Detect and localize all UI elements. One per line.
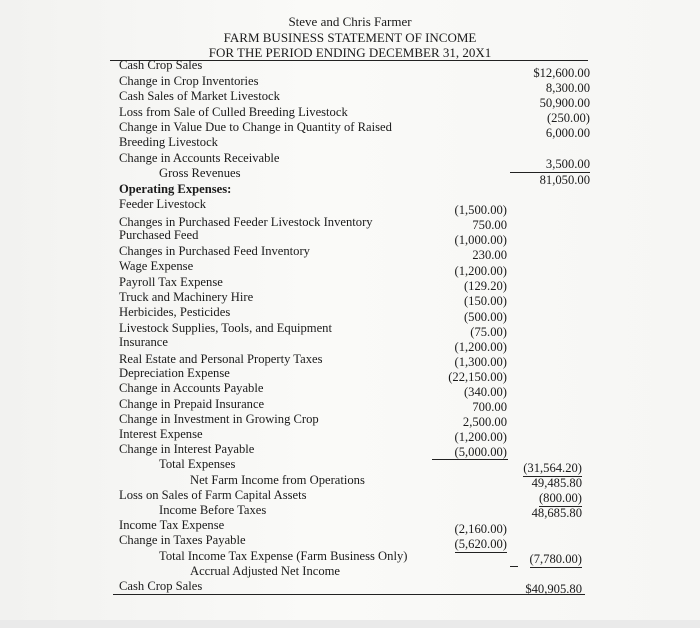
expense-label: Payroll Tax Expense [119, 275, 223, 289]
total-income-tax-label: Total Income Tax Expense (Farm Business Only) [159, 549, 408, 563]
expense-label: Changes in Purchased Feed Inventory [119, 244, 310, 258]
expense-label: Change in Prepaid Insurance [119, 397, 265, 411]
expense-amount: 230.00 [472, 248, 507, 262]
expense-label: Change in Interest Payable [119, 442, 255, 456]
expense-amount: (1,200.00) [454, 264, 507, 278]
expense-amount: 700.00 [472, 400, 507, 414]
expense-label: Truck and Machinery Hire [119, 290, 254, 304]
final-line-amount: $40,905.80 [525, 582, 582, 596]
expense-label: Change in Investment in Growing Crop [119, 412, 319, 426]
change-taxes-payable-label: Change in Taxes Payable [119, 533, 246, 547]
income-before-taxes-amount: 48,685.80 [531, 506, 582, 520]
expense-amount: 750.00 [472, 218, 507, 232]
total-expenses-label: Total Expenses [159, 457, 236, 471]
expense-amount: (340.00) [463, 385, 507, 399]
statement-period: FOR THE PERIOD ENDING DECEMBER 31, 20X1 [208, 45, 492, 60]
revenue-amount: (250.00) [546, 111, 590, 125]
final-rule [113, 594, 585, 595]
expense-label: Insurance [119, 335, 168, 349]
revenue-label: Loss from Sale of Culled Breeding Livestock [119, 105, 348, 119]
owner-names: Steve and Chris Farmer [288, 14, 412, 29]
revenue-label: Cash Crop Sales [119, 58, 203, 72]
expense-label: Changes in Purchased Feeder Livestock Inventory [119, 215, 373, 229]
expense-label: Purchased Feed [119, 228, 199, 242]
change-taxes-payable-amount: (5,620.00) [455, 537, 507, 553]
revenue-label: Breeding Livestock [119, 135, 218, 149]
expense-amount: (1,000.00) [454, 233, 507, 247]
expense-amount: (75.00) [470, 325, 507, 339]
expense-amount: (22,150.00) [448, 370, 507, 384]
loss-capital-assets-amount: (800.00) [539, 491, 582, 507]
expense-amount: 2,500.00 [462, 415, 507, 429]
expense-amount: (150.00) [463, 294, 507, 308]
gross-revenues-amount: 81,050.00 [539, 173, 590, 187]
operating-expenses-heading: Operating Expenses: [119, 182, 232, 196]
revenue-label: Cash Sales of Market Livestock [119, 89, 280, 103]
expense-label: Real Estate and Personal Property Taxes [119, 352, 323, 366]
expenses-subtotal-rule [432, 459, 508, 460]
loss-capital-assets-label: Loss on Sales of Farm Capital Assets [119, 488, 307, 502]
statement-title: FARM BUSINESS STATEMENT OF INCOME [223, 30, 477, 45]
net-farm-income-label: Net Farm Income from Operations [190, 473, 365, 487]
expense-label: Feeder Livestock [119, 197, 207, 211]
expense-amount: (1,200.00) [454, 340, 507, 354]
revenue-amount: 6,000.00 [545, 126, 590, 140]
income-before-taxes-label: Income Before Taxes [159, 503, 267, 517]
revenue-label: Change in Value Due to Change in Quantity of Raised [119, 120, 392, 134]
expense-amount: (500.00) [463, 310, 507, 324]
income-tax-expense-label: Income Tax Expense [119, 518, 225, 532]
page-bottom-edge [0, 620, 700, 628]
expense-amount: (129.20) [463, 279, 507, 293]
expense-label: Livestock Supplies, Tools, and Equipment [119, 321, 332, 335]
expense-label: Depreciation Expense [119, 366, 230, 380]
total-income-tax-rule-lead [510, 566, 518, 567]
gross-revenues-label: Gross Revenues [159, 166, 241, 180]
expense-amount: (1,500.00) [454, 203, 507, 217]
revenue-amount: 50,900.00 [539, 96, 590, 110]
accrual-net-income-label: Accrual Adjusted Net Income [190, 564, 341, 578]
expense-label: Change in Accounts Payable [119, 381, 264, 395]
expense-amount: (5,000.00) [454, 445, 507, 459]
revenue-amount: 8,300.00 [545, 81, 590, 95]
revenue-label: Change in Crop Inventories [119, 74, 259, 88]
expense-label: Herbicides, Pesticides [119, 305, 231, 319]
total-income-tax-amount: (7,780.00) [530, 552, 582, 568]
revenue-amount: $12,600.00 [533, 66, 590, 80]
expense-amount: (1,200.00) [454, 430, 507, 444]
revenue-amount: 3,500.00 [510, 157, 590, 173]
total-expenses-amount: (31,564.20) [523, 461, 582, 477]
expense-label: Interest Expense [119, 427, 203, 441]
net-farm-income-amount: 49,485.80 [531, 476, 582, 490]
final-line-label: Cash Crop Sales [119, 579, 203, 593]
expense-amount: (1,300.00) [454, 355, 507, 369]
expense-label: Wage Expense [119, 259, 194, 273]
income-tax-expense-amount: (2,160.00) [454, 522, 507, 536]
revenue-label: Change in Accounts Receivable [119, 151, 280, 165]
